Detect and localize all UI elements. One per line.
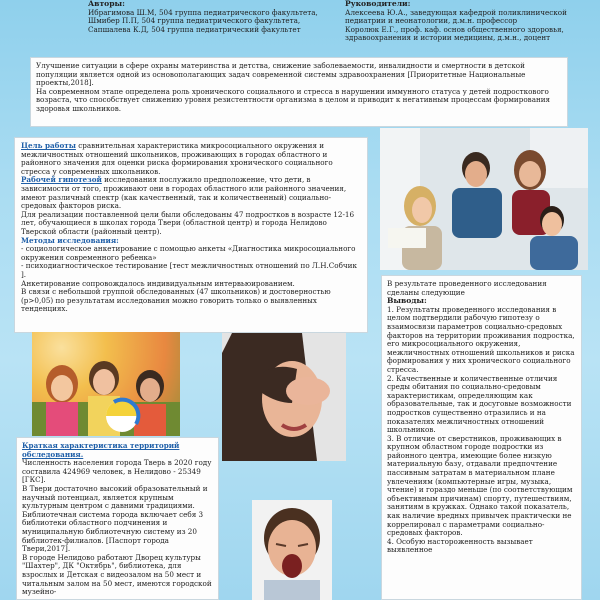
territory-paragraph: В городе Нелидово работают Дворец культуры "Шахтер", ДК "Октябрь", библиотека, для взрослых и Детская с видеозалом на 50 мест и читальным залом на 50 мест, имеются городской музейно- bbox=[22, 552, 212, 597]
method-item: - психодиагностическое тестирование [тест межличностных отношений по Л.Н.Собчик ]. bbox=[21, 261, 357, 279]
goal-label: Цель работы bbox=[21, 141, 76, 150]
goal-paragraph bbox=[21, 142, 361, 176]
author-line: Шмибер П.П, 504 группа педиатрического факультета, bbox=[88, 16, 301, 26]
conclusion-item: 3. В отличие от сверстников, проживающих в крупном областном городе подростки из районного центра, имеющие более низкую материальную базу, отдавали предпочтение пассивным затратам в материальном плане увлечениям (компьютерные игры, музыка, чтение) и гораздо меньше (по соответствующим объективным причинам) спорту, путешествиям, занятиям в кружках. Однако такой показатель, как наличие вредных привычек практически не коррелировал с параметрами социально-средовых факторов. bbox=[387, 433, 573, 538]
hypothesis-paragraph bbox=[21, 176, 361, 210]
supervisor-line: педиатрии и неонатологии, д.м.н. профессор bbox=[345, 16, 518, 26]
supervisor-line: здравоохранения и истории медицины, д.м.н., доцент bbox=[345, 33, 551, 43]
hypothesis-label: Рабочей гипотезой bbox=[21, 175, 102, 185]
family-illustration bbox=[380, 128, 588, 270]
intro-paragraph: Улучшение ситуации в сфере охраны материнства и детства, снижение заболеваемости, инвалидности и смертности в детской популяции является одной из основополагающих задач современной системы здравоохранения [Приоритетные Национальные проекты,2018]. bbox=[36, 61, 526, 88]
crying-girl-photo bbox=[222, 333, 346, 461]
results-box bbox=[381, 275, 582, 600]
conclusion-item: 2. Качественные и количественные отличия среды обитания по социально-средовым характеристикам, определяющим как образовательные, так и досуговые возможности подростков существенно отразились и на показателях межличностных отношений школьников. bbox=[387, 373, 572, 435]
supervisor-line: Алексеева Ю.А., заведующая кафедрой поликлинической bbox=[345, 7, 567, 17]
method-item: - социологическое анкетирование с помощью анкеты «Диагностика микросоциального окружения современного ребенка» bbox=[21, 244, 356, 262]
children-illustration bbox=[32, 332, 180, 436]
results-intro: В результате проведенного исследования сделаны следующие bbox=[387, 279, 547, 297]
happy-children-photo bbox=[32, 332, 180, 436]
hypothesis-text: исследования послужило предположение, что дети, в зависимости от того, проживают они в городах областного или районного значения, имеют различный спектр (как качественный, так и количественный) социально-средовых факторов риска. bbox=[21, 175, 347, 211]
method-paragraph: Анкетирование сопровождалось индивидуальным интервьюированием. bbox=[21, 278, 295, 288]
method-box bbox=[14, 137, 368, 333]
author-line: Ибрагимова Ш.М, 504 группа педиатрического факультета, bbox=[88, 7, 318, 17]
conclusion-item: 1. Результаты проведенного исследования в целом подтвердили рабочую гипотезу о взаимосвязи параметров социально-средовых факторов на территории проживания подростка, его микросоциального окружения, межличностных отношений школьников и риска формирования у них хронического социального стресса. bbox=[387, 304, 575, 374]
goal-text: сравнительная характеристика микросоциального окружения и межличностных отношений школьников, проживающих в городах областного и районного значения для оценки риска формирования хронического социального стресса у современных школьников. bbox=[21, 141, 333, 176]
territory-paragraph: В Твери достаточно высокий образовательный и научный потенциал, является крупным культурным центром с давними традициями. Библиотечная система города включает себя 3 библиотеки областного подчинения и муниципальную библиотечную систему из 20 библиотек-филиалов. [Паспорт города Твери,2017]. bbox=[22, 483, 208, 554]
supervisors-block bbox=[345, 0, 595, 43]
crying-girl-illustration bbox=[222, 333, 346, 461]
supervisors-label: Руководители: bbox=[345, 0, 411, 8]
territory-title: Краткая характеристика территорий обследования. bbox=[22, 441, 180, 459]
territory-paragraph: Численность населения города Тверь в 2020 году составила 424969 человек, в Нелидово - 25349 [ГКС]. bbox=[22, 458, 212, 485]
author-line: Сапшалева К.Д, 504 группа педиатрический факультет bbox=[88, 24, 301, 34]
intro-box bbox=[30, 57, 568, 127]
sample-paragraph: Для реализации поставленной цели были обследованы 47 подростков в возрасте 12-16 лет, обучающиеся в школах города Твери (областной центр) и города Нелидово Тверской области (районный центр). bbox=[21, 209, 355, 236]
family-argument-photo bbox=[380, 128, 588, 270]
methods-label: Методы исследования: bbox=[21, 235, 119, 245]
intro-paragraph: На современном этапе определена роль хронического социального и стресса в нарушении иммунного статуса у детей подросткового возраста, что способствует снижению уровня резистентности организма в целом и приводит к негативным процессам формирования здоровья школьников. bbox=[36, 86, 551, 113]
supervisor-line: Королюк Е.Г., проф. каф. основ общественного здоровья, bbox=[345, 24, 564, 34]
conclusions-label: Выводы: bbox=[387, 296, 427, 306]
authors-label: Авторы: bbox=[88, 0, 125, 8]
screaming-boy-photo bbox=[252, 500, 332, 600]
conclusion-item: 4. Особую настороженность вызывает выявленное bbox=[387, 536, 533, 555]
territory-box bbox=[16, 437, 219, 600]
method-paragraph: В связи с небольшой группой обследованных (47 школьников) и достоверностью (p>0,05) по результатам исследования можно говорить только о выявленных тенденциях. bbox=[21, 287, 331, 314]
authors-block bbox=[88, 0, 338, 34]
screaming-boy-illustration bbox=[252, 500, 332, 600]
